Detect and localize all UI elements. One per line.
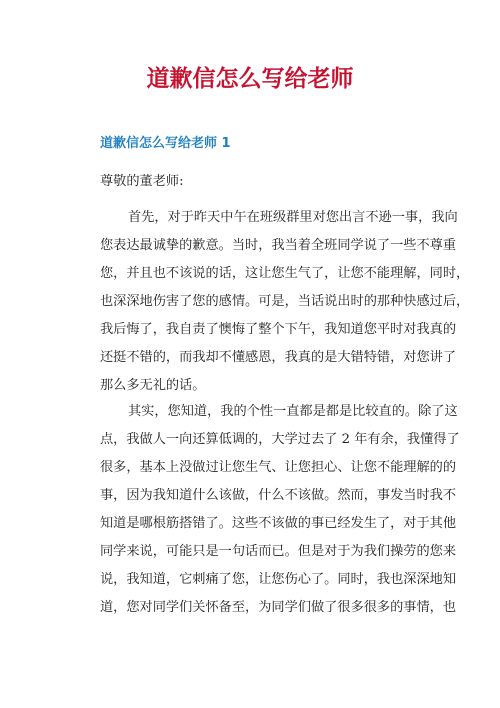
- paragraph-line: 点，我做人一向还算低调的，大学过去了 2 年有余，我懂得了: [100, 432, 460, 447]
- paragraph-1: [100, 204, 470, 400]
- paragraph-line: 同学来说，可能只是一句话而已。但是对于为我们操劳的您来: [100, 544, 457, 559]
- section-heading: 道歉信怎么写给老师 1: [100, 136, 231, 151]
- salutation: 尊敬的董老师:: [100, 174, 184, 189]
- paragraph-line: 很多，基本上没做过让您生气、让您担心、让您不能理解的的: [100, 460, 457, 475]
- paragraph-line: 也深深地伤害了您的感情。可是，当话说出时的那种快感过后，: [100, 294, 470, 309]
- paragraph-line: 事，因为我知道什么该做，什么不该做。然而，事发当时我不: [100, 488, 457, 503]
- paragraph-line: 说，我知道，它刺痛了您，让您伤心了。同时，我也深深地知: [100, 572, 457, 587]
- paragraph-line: 首先，对于昨天中午在班级群里对您出言不逊一事，我向: [128, 210, 458, 225]
- paragraph-2: [100, 398, 460, 622]
- paragraph-line: 您表达最诚挚的歉意。当时，我当着全班同学说了一些不尊重: [100, 238, 457, 253]
- paragraph-line: 知道是哪根筋搭错了。这些不该做的事已经发生了，对于其他: [100, 516, 457, 531]
- paragraph-line: 那么多无礼的话。: [100, 378, 206, 393]
- paragraph-line: 还挺不错的，而我却不懂感恩，我真的是大错特错，对您讲了: [100, 350, 457, 365]
- document-title: 道歉信怎么写给老师: [146, 66, 354, 92]
- paragraph-line: 您，并且也不该说的话，这让您生气了，让您不能理解，同时，: [100, 266, 470, 281]
- paragraph-line: 其实，您知道，我的个性一直都是都是比较直的。除了这: [128, 404, 458, 419]
- paragraph-line: 我后悔了，我自责了懊悔了整个下午，我知道您平时对我真的: [100, 322, 457, 337]
- paragraph-line: 道，您对同学们关怀备至，为同学们做了很多很多的事情，也: [100, 600, 457, 615]
